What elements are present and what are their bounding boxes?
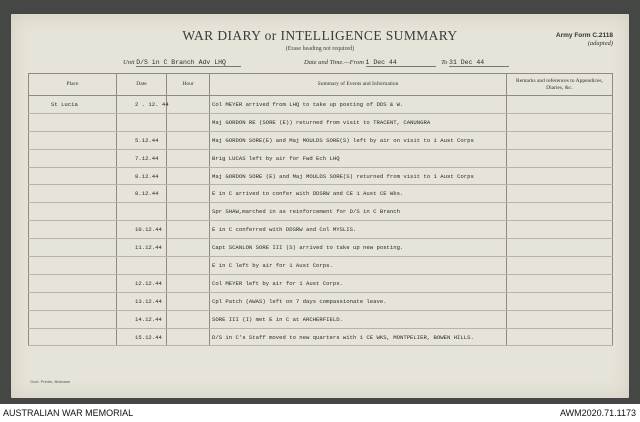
cell-place — [29, 149, 117, 167]
cell-summary: E in C arrived to confer with DDSRW and CE 1 Aust CE Wks. — [210, 185, 507, 203]
column-header-summary: Summary of Events and Information — [210, 74, 507, 96]
cell-date: 12.12.44 — [117, 274, 167, 292]
cell-remarks — [507, 292, 613, 310]
table-row — [29, 113, 613, 131]
cell-date: 8.12.44 — [117, 185, 167, 203]
column-header-remarks: Remarks and references to Appendices, Diaries, &c. — [507, 74, 613, 96]
cell-remarks — [507, 203, 613, 221]
column-header-hour: Hour — [167, 74, 210, 96]
cell-hour — [167, 96, 210, 114]
cell-summary: Maj GORDON RE (SORE (E)) returned from visit to TRACENT, CANUNGRA — [210, 113, 507, 131]
table-row — [29, 328, 613, 346]
cell-remarks — [507, 149, 613, 167]
table-row — [29, 96, 613, 114]
cell-remarks — [507, 257, 613, 275]
table-row — [29, 292, 613, 310]
table-row — [29, 131, 613, 149]
cell-hour — [167, 328, 210, 346]
cell-hour — [167, 149, 210, 167]
cell-hour — [167, 167, 210, 185]
cell-date: 10.12.44 — [117, 221, 167, 239]
table-row — [29, 310, 613, 328]
date-to-label: To — [441, 59, 448, 66]
cell-summary: Spr SHAW,marched in as reinforcement for D/S in C Branch — [210, 203, 507, 221]
date-from-label: Date and Time.—From — [304, 59, 364, 66]
table-row — [29, 257, 613, 275]
cell-summary: E in C conferred with DDSRW and Col MYSLIS. — [210, 221, 507, 239]
cell-date: 15.12.44 — [117, 328, 167, 346]
cell-remarks — [507, 274, 613, 292]
cell-hour — [167, 113, 210, 131]
cell-remarks — [507, 167, 613, 185]
cell-date — [117, 113, 167, 131]
cell-summary: Col MEYER arrived from LHQ to take up posting of DDS & W. — [210, 96, 507, 114]
date-from-value: 1 Dec 44 — [366, 59, 436, 67]
cell-place: St Lucia — [29, 96, 117, 114]
cell-date: 7.12.44 — [117, 149, 167, 167]
cell-place — [29, 167, 117, 185]
unit-line — [123, 59, 241, 67]
diary-page — [11, 14, 629, 398]
cell-summary: Maj GORDON SORE (E) and Maj MOULDS SORE(S) returned from visit to 1 Aust Corps — [210, 167, 507, 185]
cell-date: 8.12.44 — [117, 167, 167, 185]
table-header-row — [29, 74, 613, 96]
archive-reference: AWM2020.71.1173 — [559, 408, 636, 418]
table-row — [29, 203, 613, 221]
page-title: WAR DIARY or INTELLIGENCE SUMMARY — [182, 28, 458, 43]
cell-place — [29, 310, 117, 328]
cell-summary: SORE III (I) met E in C at ARCHERFIELD. — [210, 310, 507, 328]
cell-place — [29, 257, 117, 275]
cell-place — [29, 274, 117, 292]
cell-place — [29, 328, 117, 346]
cell-remarks — [507, 96, 613, 114]
page-subtitle: (Erase heading not required) — [285, 46, 355, 52]
cell-place — [29, 292, 117, 310]
cell-date: 5.12.44 — [117, 131, 167, 149]
table-row — [29, 185, 613, 203]
cell-remarks — [507, 113, 613, 131]
cell-hour — [167, 203, 210, 221]
table-row — [29, 239, 613, 257]
cell-hour — [167, 131, 210, 149]
cell-summary: Col MEYER left by air for 1 Aust Corps. — [210, 274, 507, 292]
cell-hour — [167, 274, 210, 292]
unit-label: Unit — [123, 59, 135, 66]
cell-place — [29, 221, 117, 239]
column-header-date: Date — [117, 74, 167, 96]
cell-summary: D/S in C's Staff moved to new quarters with 1 CE WKS, MONTPELIER, BOWEN HILLS. — [210, 328, 507, 346]
cell-place — [29, 131, 117, 149]
unit-value: D/S in C Branch Adv LHQ — [136, 59, 241, 67]
cell-date: 2 . 12. 44 — [117, 96, 167, 114]
table-row — [29, 167, 613, 185]
cell-hour — [167, 221, 210, 239]
army-form-number: Army Form C.2118 — [555, 32, 613, 39]
cell-place — [29, 203, 117, 221]
cell-hour — [167, 257, 210, 275]
cell-date — [117, 203, 167, 221]
cell-remarks — [507, 310, 613, 328]
cell-summary: Cpl Patch (AWAS) left on 7 days compassionate leave. — [210, 292, 507, 310]
diary-table — [28, 73, 613, 346]
cell-place — [29, 113, 117, 131]
date-to-value: 31 Dec 44 — [449, 59, 509, 67]
army-form-note: (adapted) — [587, 40, 613, 47]
date-range-line — [304, 59, 509, 67]
cell-remarks — [507, 328, 613, 346]
cell-hour — [167, 239, 210, 257]
cell-summary: Capt SCANLON SORE III (S) arrived to take up new posting. — [210, 239, 507, 257]
cell-remarks — [507, 131, 613, 149]
cell-remarks — [507, 239, 613, 257]
cell-remarks — [507, 185, 613, 203]
cell-place — [29, 239, 117, 257]
cell-date — [117, 257, 167, 275]
table-row — [29, 221, 613, 239]
cell-summary: Maj GORDON SORE(E) and Maj MOULDS SORE(S) left by air on visit to 1 Aust Corps — [210, 131, 507, 149]
cell-date: 14.12.44 — [117, 310, 167, 328]
cell-date: 13.12.44 — [117, 292, 167, 310]
cell-summary: E in C left by air for 1 Aust Corps. — [210, 257, 507, 275]
column-header-place: Place — [29, 74, 117, 96]
cell-place — [29, 185, 117, 203]
cell-hour — [167, 310, 210, 328]
cell-summary: Brig LUCAS left by air for Fwd Ech LHQ — [210, 149, 507, 167]
printer-imprint: Govt. Printer, Brisbane — [30, 379, 71, 384]
cell-remarks — [507, 221, 613, 239]
archive-credit: AUSTRALIAN WAR MEMORIAL — [3, 408, 134, 418]
cell-hour — [167, 292, 210, 310]
cell-date: 11.12.44 — [117, 239, 167, 257]
army-form-label — [556, 32, 613, 48]
table-row — [29, 274, 613, 292]
cell-hour — [167, 185, 210, 203]
table-row — [29, 149, 613, 167]
